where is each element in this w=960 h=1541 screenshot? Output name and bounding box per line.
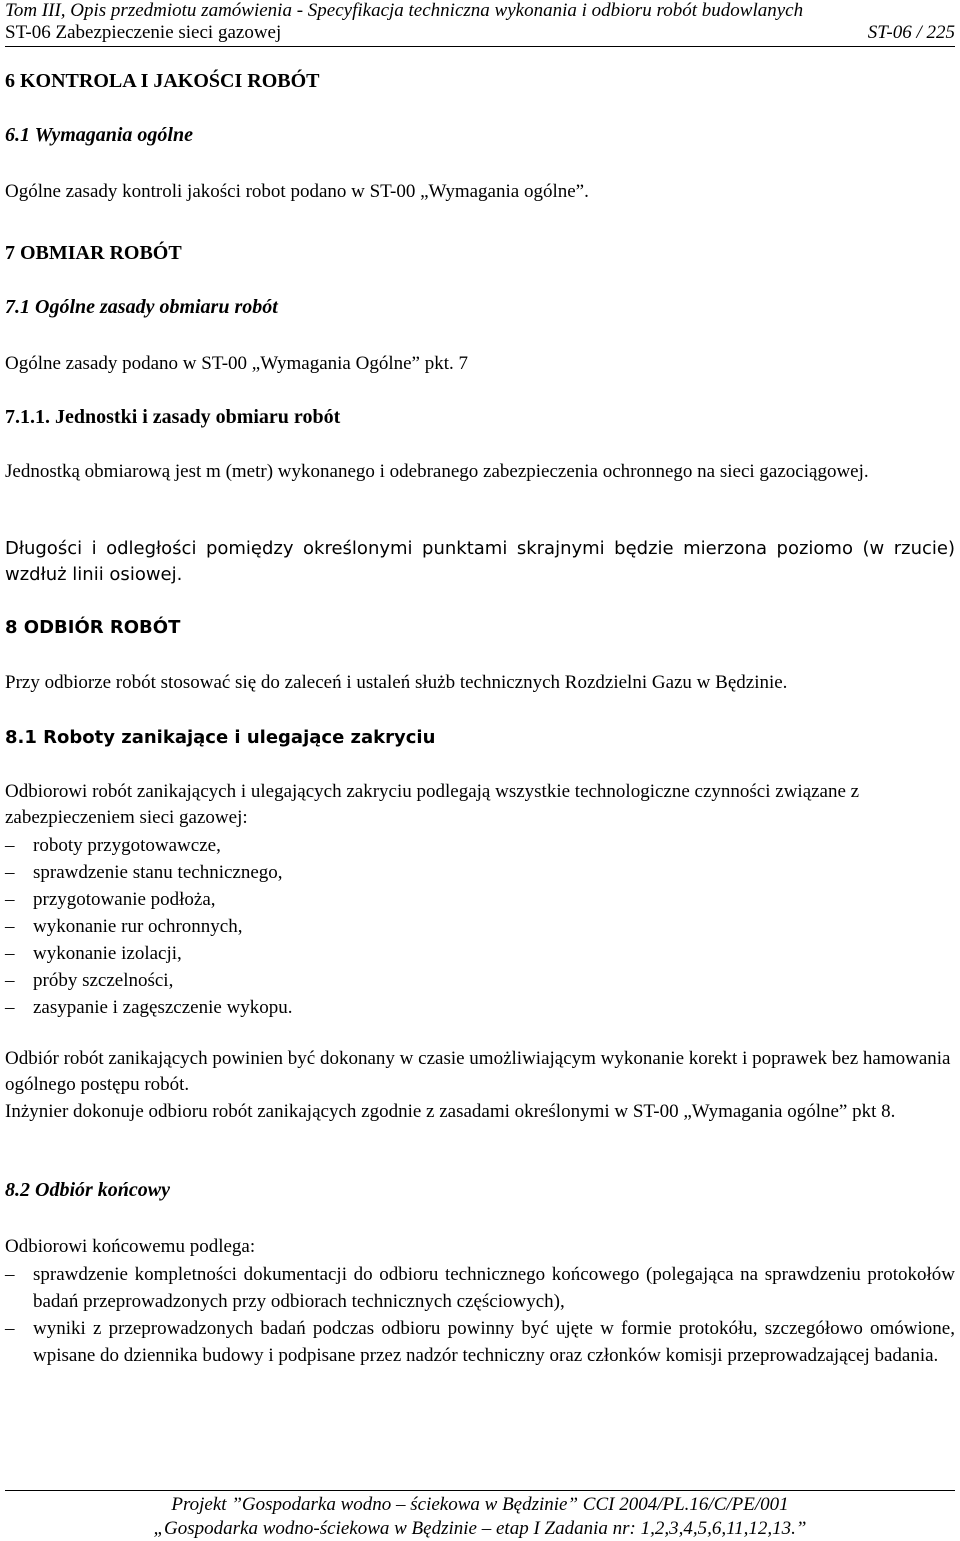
dash-bullet: – bbox=[5, 943, 15, 964]
list-8-2 bbox=[5, 1261, 955, 1369]
dash-bullet: – bbox=[5, 835, 15, 856]
paragraph-8: Przy odbiorze robót stosować się do zaleceń i ustaleń służb technicznych Rozdzielni Gazu w Będzinie. bbox=[5, 672, 788, 693]
footer-project: Projekt ”Gospodarka wodno – ściekowa w Będzinie” CCI 2004/PL.16/C/PE/001 bbox=[171, 1494, 789, 1515]
heading-section-8-2: 8.2 Odbiór końcowy bbox=[5, 1179, 170, 1201]
list-item: – roboty przygotowawcze, bbox=[5, 832, 955, 859]
list-item: – wykonanie izolacji, bbox=[5, 940, 955, 967]
heading-section-7-1-1: 7.1.1. Jednostki i zasady obmiaru robót bbox=[5, 406, 341, 428]
list-item: – wyniki z przeprowadzonych badań podczas odbioru powinny być ujęte w formie protokółu, szczegółowo omówione, wpisane do dziennika budowy i podpisane przez nadzór techniczny oraz członków komisji przeprowadzającej badania. bbox=[5, 1315, 955, 1369]
dash-bullet: – bbox=[5, 1264, 15, 1285]
paragraph-6-1: Ogólne zasady kontroli jakości robot podano w ST-00 „Wymagania ogólne”. bbox=[5, 181, 589, 202]
dash-bullet: – bbox=[5, 862, 15, 883]
list-8-1 bbox=[5, 832, 955, 1021]
heading-section-7: 7 OBMIAR ROBÓT bbox=[5, 242, 182, 264]
paragraph-7-1: Ogólne zasady podano w ST-00 „Wymagania Ogólne” pkt. 7 bbox=[5, 353, 469, 374]
dash-bullet: – bbox=[5, 970, 15, 991]
heading-section-6: 6 KONTROLA I JAKOŚCI ROBÓT bbox=[5, 70, 320, 92]
heading-section-7-1: 7.1 Ogólne zasady obmiaru robót bbox=[5, 296, 278, 318]
heading-section-6-1: 6.1 Wymagania ogólne bbox=[5, 124, 193, 146]
footer-divider bbox=[5, 1490, 955, 1491]
footer-stage: „Gospodarka wodno-ściekowa w Będzinie – etap I Zadania nr: 1,2,3,4,5,6,11,12,13.” bbox=[153, 1518, 807, 1539]
list-item: – sprawdzenie kompletności dokumentacji do odbioru technicznego końcowego (polegająca na sprawdzeniu protokołów badań przeprowadzonych przy odbiorach technicznych częściowych), bbox=[5, 1261, 955, 1315]
header-line-2 bbox=[5, 22, 955, 44]
paragraph-8-2-intro: Odbiorowi końcowemu podlega: bbox=[5, 1236, 256, 1257]
dash-bullet: – bbox=[5, 889, 15, 910]
header-title: Tom III, Opis przedmiotu zamówienia - Specyfikacja techniczna wykonania i odbioru robót budowlanych bbox=[5, 0, 804, 21]
dash-bullet: – bbox=[5, 1318, 15, 1339]
list-item: – przygotowanie podłoża, bbox=[5, 886, 955, 913]
dash-bullet: – bbox=[5, 997, 15, 1018]
paragraph-7-1-1-length: Długości i odległości pomiędzy określonymi punktami skrajnymi będzie mierzona poziomo (w rzucie) wzdłuż linii osiowej. bbox=[5, 538, 955, 585]
paragraph-8-1-intro: Odbiorowi robót zanikających i ulegających zakryciu podlegają wszystkie technologiczne czynności związane z zabezpieczeniem sieci gazowej: bbox=[5, 781, 860, 828]
paragraph-8-1-timing: Odbiór robót zanikających powinien być dokonany w czasie umożliwiającym wykonanie korekt i poprawek bez hamowania ogólnego postępu robót. bbox=[5, 1048, 951, 1095]
list-item: – sprawdzenie stanu technicznego, bbox=[5, 859, 955, 886]
header-doc-title: ST-06 Zabezpieczenie sieci gazowej bbox=[5, 22, 282, 43]
paragraph-8-1-engineer: Inżynier dokonuje odbioru robót zanikających zgodnie z zasadami określonymi w ST-00 „Wymagania ogólne” pkt 8. bbox=[5, 1101, 896, 1122]
list-item: – wykonanie rur ochronnych, bbox=[5, 913, 955, 940]
list-item: – zasypanie i zagęszczenie wykopu. bbox=[5, 994, 955, 1021]
header-divider bbox=[5, 46, 955, 47]
heading-section-8-1: 8.1 Roboty zanikające i ulegające zakryciu bbox=[5, 727, 436, 748]
paragraph-7-1-1-unit: Jednostką obmiarową jest m (metr) wykonanego i odebranego zabezpieczenia ochronnego na sieci gazociągowej. bbox=[5, 461, 869, 482]
header-page-ref: ST-06 / 225 bbox=[867, 22, 955, 43]
dash-bullet: – bbox=[5, 916, 15, 937]
list-item: – próby szczelności, bbox=[5, 967, 955, 994]
heading-section-8: 8 ODBIÓR ROBÓT bbox=[5, 617, 181, 638]
